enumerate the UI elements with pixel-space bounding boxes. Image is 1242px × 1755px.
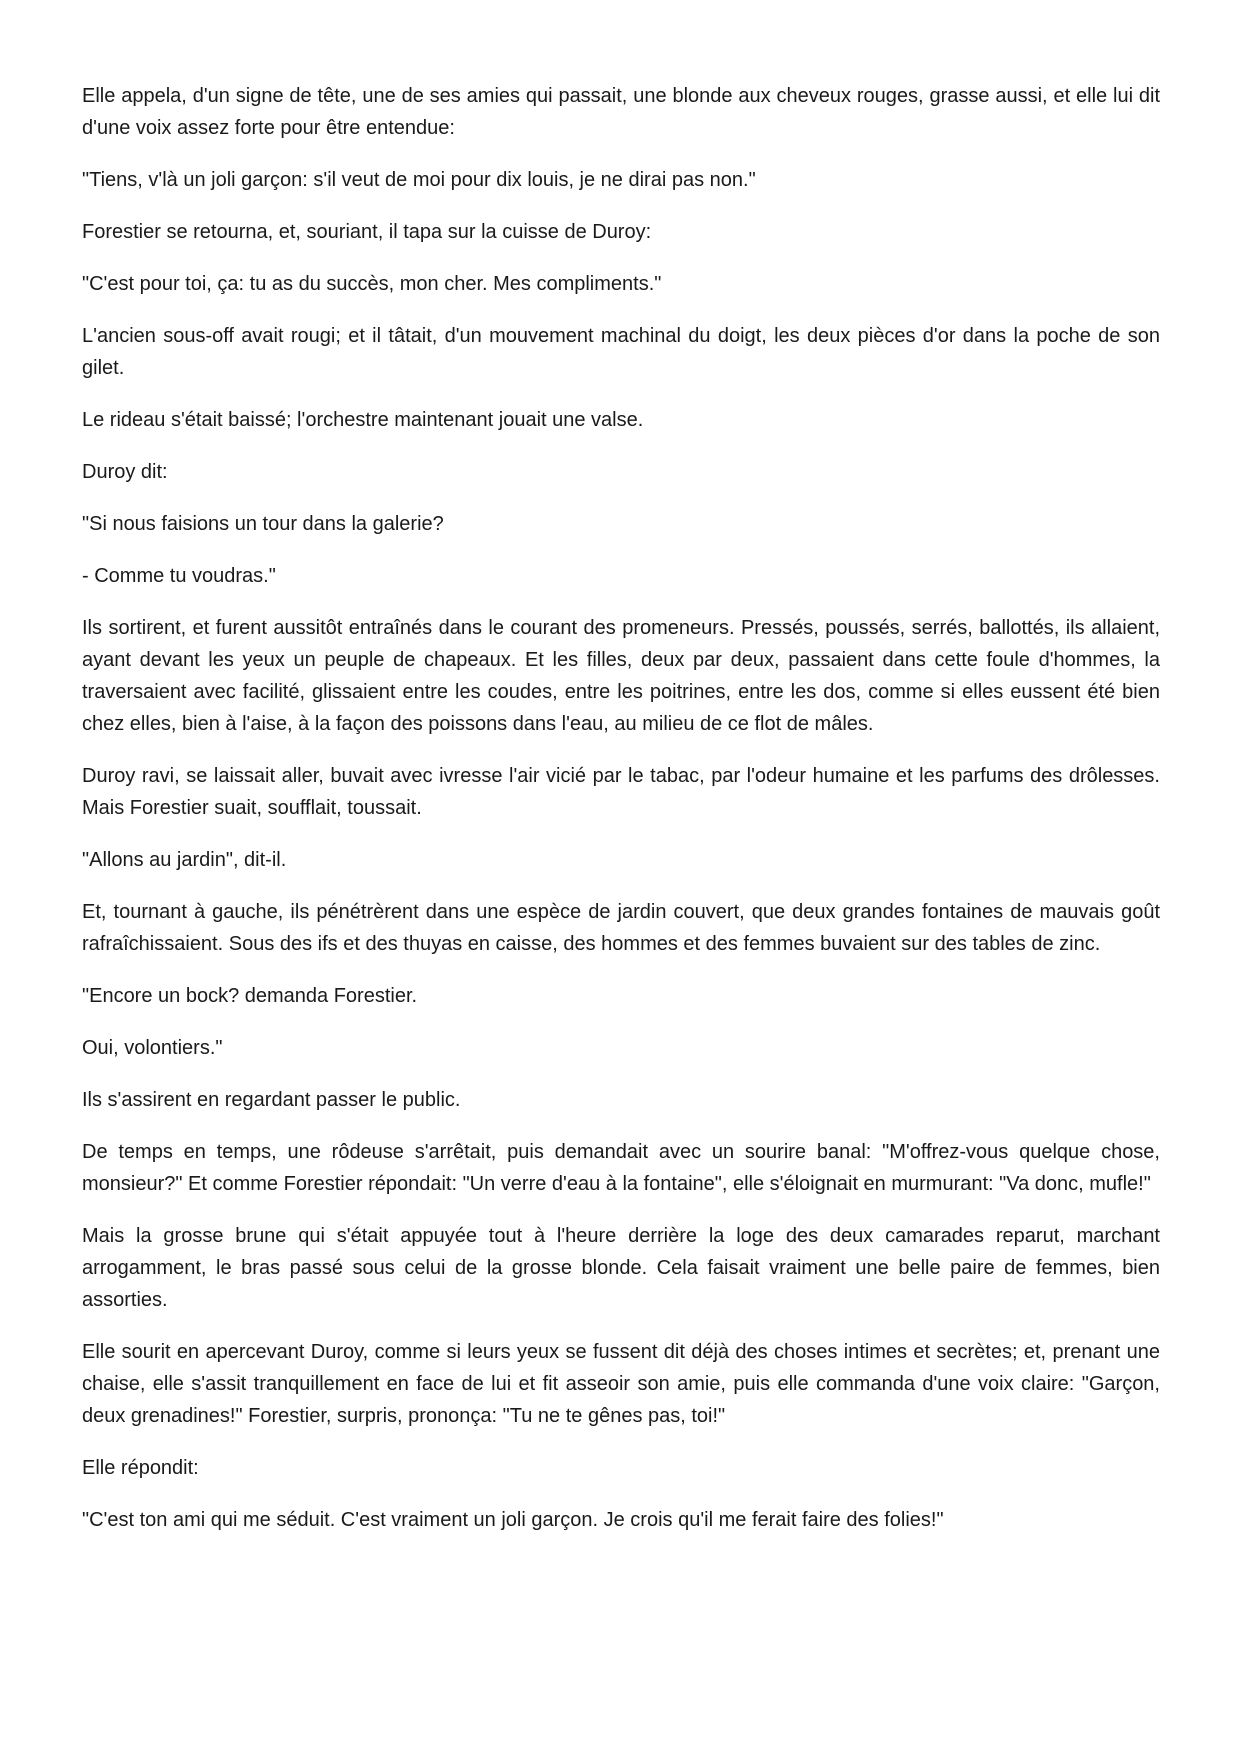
paragraph-20: Elle répondit: <box>82 1457 199 1479</box>
paragraph-1: Elle appela, d'un signe de tête, une de ses amies qui passait, une blonde aux cheveux rouges, grasse aussi, et elle lui dit d'une voix assez forte pour être entendue: <box>82 85 1160 139</box>
paragraph-18: Mais la grosse brune qui s'était appuyée tout à l'heure derrière la loge des deux camarades reparut, marchant arrogamment, le bras passé sous celui de la grosse blonde. Cela faisait vraiment une belle paire de femmes, bien assorties. <box>82 1225 1160 1311</box>
paragraph-11: Duroy ravi, se laissait aller, buvait avec ivresse l'air vicié par le tabac, par l'odeur humaine et les parfums des drôlesses. Mais Forestier suait, soufflait, toussait. <box>82 765 1160 819</box>
paragraph-9: - Comme tu voudras." <box>82 565 276 587</box>
paragraph-5: L'ancien sous-off avait rougi; et il tâtait, d'un mouvement machinal du doigt, les deux pièces d'or dans la poche de son gilet. <box>82 325 1160 379</box>
paragraph-8: "Si nous faisions un tour dans la galerie? <box>82 513 444 535</box>
document-page <box>82 80 1160 1556</box>
paragraph-2: "Tiens, v'là un joli garçon: s'il veut de moi pour dix louis, je ne dirai pas non." <box>82 169 756 191</box>
paragraph-4: "C'est pour toi, ça: tu as du succès, mon cher. Mes compliments." <box>82 273 662 295</box>
paragraph-17: De temps en temps, une rôdeuse s'arrêtait, puis demandait avec un sourire banal: "M'offrez-vous quelque chose, monsieur?" Et comme Forestier répondait: "Un verre d'eau à la fontaine", elle s'éloignait en murmurant: "Va donc, mufle!" <box>82 1141 1160 1195</box>
paragraph-6: Le rideau s'était baissé; l'orchestre maintenant jouait une valse. <box>82 409 644 431</box>
paragraph-13: Et, tournant à gauche, ils pénétrèrent dans une espèce de jardin couvert, que deux grandes fontaines de mauvais goût rafraîchissaient. Sous des ifs et des thuyas en caisse, des hommes et des femmes buvaient sur des tables de zinc. <box>82 901 1160 955</box>
paragraph-15: Oui, volontiers." <box>82 1037 223 1059</box>
paragraph-12: "Allons au jardin", dit-il. <box>82 849 287 871</box>
paragraph-21: "C'est ton ami qui me séduit. C'est vraiment un joli garçon. Je crois qu'il me ferait faire des folies!" <box>82 1509 944 1531</box>
paragraph-3: Forestier se retourna, et, souriant, il tapa sur la cuisse de Duroy: <box>82 221 652 243</box>
paragraph-16: Ils s'assirent en regardant passer le public. <box>82 1089 461 1111</box>
paragraph-7: Duroy dit: <box>82 461 168 483</box>
paragraph-14: "Encore un bock? demanda Forestier. <box>82 985 418 1007</box>
paragraph-10: Ils sortirent, et furent aussitôt entraînés dans le courant des promeneurs. Pressés, poussés, serrés, ballottés, ils allaient, ayant devant les yeux un peuple de chapeaux. Et les filles, deux par deux, passaient dans cette foule d'hommes, la traversaient avec facilité, glissaient entre les coudes, entre les poitrines, entre les dos, comme si elles eussent été bien chez elles, bien à l'aise, à la façon des poissons dans l'eau, au milieu de ce flot de mâles. <box>82 617 1160 735</box>
paragraph-19: Elle sourit en apercevant Duroy, comme si leurs yeux se fussent dit déjà des choses intimes et secrètes; et, prenant une chaise, elle s'assit tranquillement en face de lui et fit asseoir son amie, puis elle commanda d'une voix claire: "Garçon, deux grenadines!" Forestier, surpris, prononça: "Tu ne te gênes pas, toi!" <box>82 1341 1160 1427</box>
